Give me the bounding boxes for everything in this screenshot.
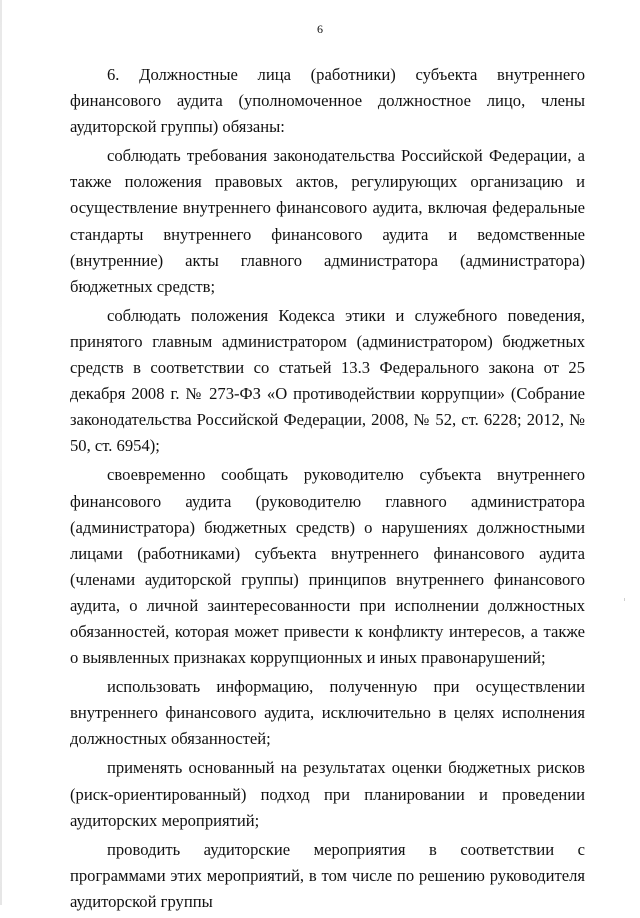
paragraph-obligation: проводить аудиторские мероприятия в соответствии с программами этих мероприятий, в том числе по решению руководителя аудиторской группы bbox=[70, 839, 585, 911]
scan-artifact bbox=[624, 598, 625, 601]
paragraph-obligation: соблюдать положения Кодекса этики и служебного поведения, принятого главным администратором (администратором) бюджетных средств в соответствии со статьей 13.3 Федерального закона от 25 декабря 2008 г. № 273-ФЗ «О противодействии коррупции» (Собрание законодательства Российской Федерации, 2008, № 52, ст. 6228; 2012, № 50, ст. 6954); bbox=[70, 305, 585, 456]
paragraph-obligation: своевременно сообщать руководителю субъекта внутреннего финансового аудита (руководителю главного администратора (администратора) бюджетных средств) о нарушениях должностными лицами (работниками) субъекта внутреннего финансового аудита (членами аудиторской группы) принципов внутреннего финансового аудита, о личной заинтересованности при исполнении должностных обязанностей, которая может привести к конфликту интересов, а также о выявленных признаках коррупционных и иных правонарушений; bbox=[70, 465, 585, 668]
document-body bbox=[70, 62, 585, 918]
paragraph-obligation: использовать информацию, полученную при осуществлении внутреннего финансового аудита, исключительно в целях исполнения должностных обязанностей; bbox=[70, 677, 585, 749]
page-number: 6 bbox=[317, 22, 323, 36]
paragraph-obligation: соблюдать требования законодательства Российской Федерации, а также положения правовых актов, регулирующих организацию и осуществление внутреннего финансового аудита, включая федеральные стандарты внутреннего финансового аудита и ведомственные (внутренние) акты главного администратора (администратора) бюджетных средств; bbox=[70, 146, 585, 296]
paragraph-obligation: применять основанный на результатах оценки бюджетных рисков (риск-ориентированный) подход при планировании и проведении аудиторских мероприятий; bbox=[70, 758, 585, 830]
scan-edge bbox=[0, 0, 2, 905]
paragraph-intro: 6. Должностные лица (работники) субъекта внутреннего финансового аудита (уполномоченное должностное лицо, члены аудиторской группы) обязаны: bbox=[70, 65, 585, 137]
